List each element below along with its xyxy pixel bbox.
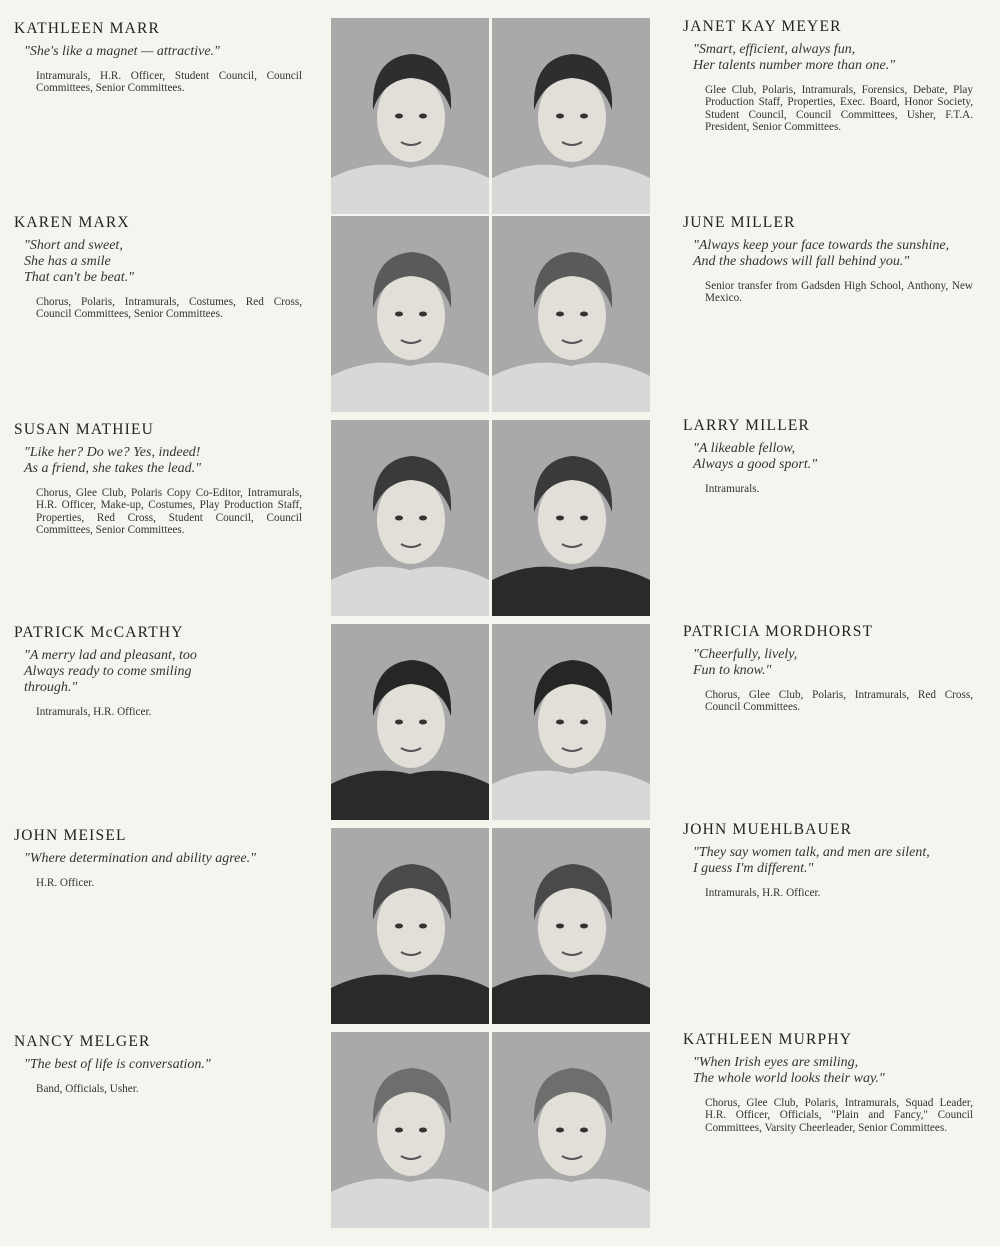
student-quote: "When Irish eyes are smiling, The whole world looks their way." xyxy=(693,1055,885,1086)
portrait-patricia-mordhorst xyxy=(492,624,650,820)
portrait-karen-marx xyxy=(331,216,489,412)
portrait-larry-miller xyxy=(492,420,650,616)
student-name: KAREN MARX xyxy=(14,214,130,231)
senior-entry xyxy=(14,624,302,718)
student-activities: Intramurals. xyxy=(705,483,760,495)
student-name: PATRICK McCARTHY xyxy=(14,624,184,641)
student-activities: Glee Club, Polaris, Intramurals, Forensics, Debate, Play Production Staff, Properties, Exec. Board, Honor Society, Student Council, Council Committees, Usher, F.T.A. President, Senior Committees. xyxy=(705,84,973,134)
portrait-john-meisel xyxy=(331,828,489,1024)
portrait-john-muehlbauer xyxy=(492,828,650,1024)
student-activities: Chorus, Glee Club, Polaris, Intramurals, Red Cross, Council Committees. xyxy=(705,689,973,714)
senior-entry xyxy=(683,18,973,134)
student-activities: Senior transfer from Gadsden High School, Anthony, New Mexico. xyxy=(705,280,973,305)
senior-entry xyxy=(683,214,973,305)
student-activities: Intramurals, H.R. Officer, Student Council, Council Committees, Senior Committees. xyxy=(36,70,302,95)
student-activities: Chorus, Glee Club, Polaris, Intramurals, Squad Leader, H.R. Officer, Officials, "Plain and Fancy," Council Committees, Varsity Cheerleader, Senior Committees. xyxy=(705,1097,973,1134)
portrait-kathleen-murphy xyxy=(492,1032,650,1228)
student-name: KATHLEEN MURPHY xyxy=(683,1031,853,1048)
student-name: KATHLEEN MARR xyxy=(14,20,161,37)
student-activities: Band, Officials, Usher. xyxy=(36,1083,139,1095)
student-quote: "Where determination and ability agree." xyxy=(24,851,256,866)
student-quote: "She's like a magnet — attractive." xyxy=(24,44,220,59)
student-name: SUSAN MATHIEU xyxy=(14,421,155,438)
portrait-susan-mathieu xyxy=(331,420,489,616)
student-name: PATRICIA MORDHORST xyxy=(683,623,874,640)
senior-entry xyxy=(683,623,973,714)
student-name: LARRY MILLER xyxy=(683,417,811,434)
portrait-june-miller xyxy=(492,216,650,412)
senior-entry xyxy=(683,1031,973,1134)
portrait-kathleen-marr xyxy=(331,18,489,214)
portrait-patrick-mccarthy xyxy=(331,624,489,820)
student-activities: Chorus, Glee Club, Polaris Copy Co-Editor, Intramurals, H.R. Officer, Make-up, Costumes, Play Production Staff, Properties, Red Cross, Student Council, Council Committees, Senior Committees. xyxy=(36,487,302,537)
portrait-nancy-melger xyxy=(331,1032,489,1228)
senior-entry xyxy=(683,417,973,495)
student-activities: H.R. Officer. xyxy=(36,877,95,889)
student-activities: Intramurals, H.R. Officer. xyxy=(36,706,152,718)
student-quote: "Always keep your face towards the sunshine, And the shadows will fall behind you." xyxy=(693,238,950,269)
student-quote: "The best of life is conversation." xyxy=(24,1057,211,1072)
senior-entry xyxy=(14,421,302,537)
student-quote: "Cheerfully, lively, Fun to know." xyxy=(693,647,798,678)
student-quote: "Short and sweet, She has a smile That can't be beat." xyxy=(24,238,134,285)
student-activities: Intramurals, H.R. Officer. xyxy=(705,887,821,899)
portrait-janet-kay-meyer xyxy=(492,18,650,214)
student-name: NANCY MELGER xyxy=(14,1033,151,1050)
student-activities: Chorus, Polaris, Intramurals, Costumes, Red Cross, Council Committees, Senior Committees. xyxy=(36,296,302,321)
senior-entry xyxy=(14,20,302,95)
student-quote: "They say women talk, and men are silent, I guess I'm different." xyxy=(693,845,930,876)
student-quote: "A likeable fellow, Always a good sport." xyxy=(693,441,818,472)
student-name: JOHN MUEHLBAUER xyxy=(683,821,853,838)
senior-entry xyxy=(14,827,302,889)
senior-entry xyxy=(14,214,302,321)
senior-entry xyxy=(683,821,973,899)
student-quote: "Smart, efficient, always fun, Her talents number more than one." xyxy=(693,42,896,73)
student-quote: "A merry lad and pleasant, too Always ready to come smiling through." xyxy=(24,648,197,695)
student-name: JANET KAY MEYER xyxy=(683,18,842,35)
student-quote: "Like her? Do we? Yes, indeed! As a friend, she takes the lead." xyxy=(24,445,201,476)
student-name: JOHN MEISEL xyxy=(14,827,127,844)
student-name: JUNE MILLER xyxy=(683,214,796,231)
senior-entry xyxy=(14,1033,302,1095)
